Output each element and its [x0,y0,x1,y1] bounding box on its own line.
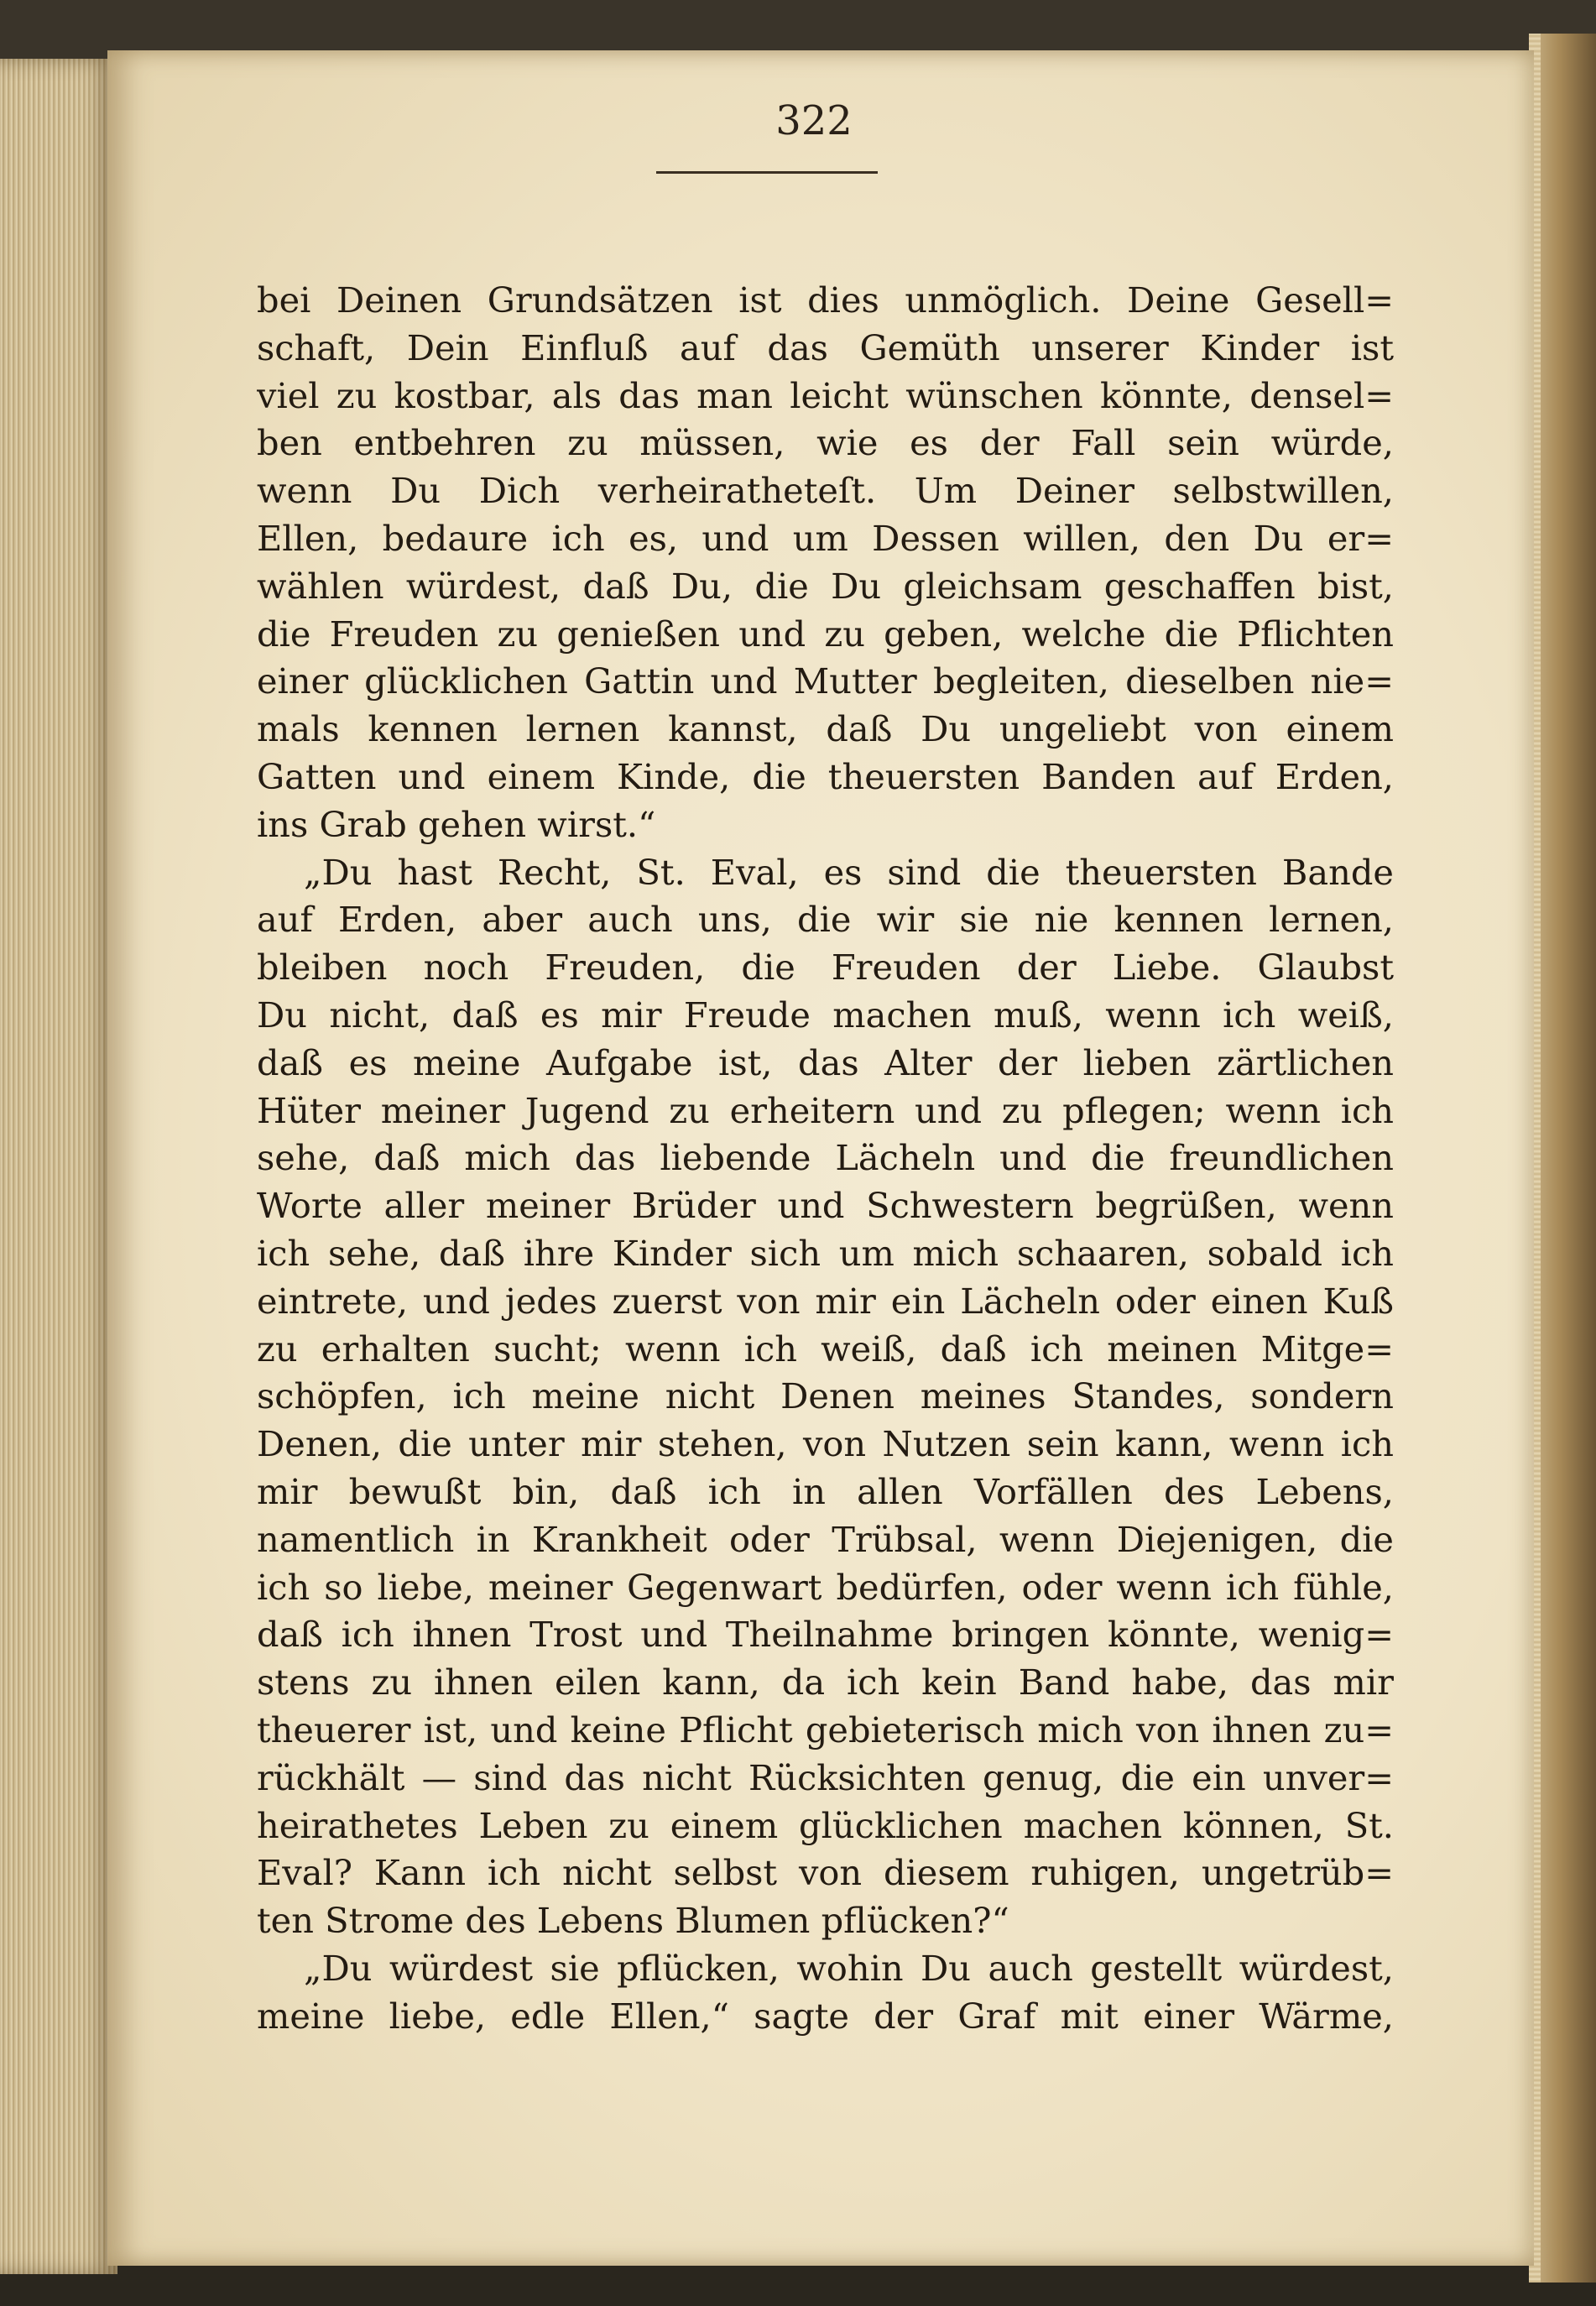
text-line: ins Grab gehen wirst.“ [257,803,656,845]
text-line: namentlich in Krankheit oder Trübsal, wenn Diejenigen, die [257,1518,1394,1560]
text-line: mals kennen lernen kannst, daß Du ungeliebt von einem [257,708,1394,750]
text-line: auf Erden, aber auch uns, die wir sie nie kennen lernen, [257,899,1394,941]
text-line: Denen, die unter mir stehen, von Nutzen sein kann, wenn ich [257,1423,1394,1465]
text-line: ich sehe, daß ihre Kinder sich um mich schaaren, sobald ich [257,1232,1394,1274]
text-line: daß es meine Aufgabe ist, das Alter der lieben zärtlichen [257,1041,1394,1083]
text-line: Ellen, bedaure ich es, und um Dessen willen, den Du er= [257,517,1394,559]
text-line: mir bewußt bin, daß ich in allen Vorfällen des Lebens, [257,1470,1394,1512]
text-line: viel zu kostbar, als das man leicht wünschen könnte, densel= [257,374,1394,416]
text-line: heirathetes Leben zu einem glücklichen machen können, St. [257,1804,1394,1846]
text-line: bleiben noch Freuden, die Freuden der Liebe. Glaubst [257,947,1394,989]
text-line: bei Deinen Grundsätzen ist dies unmöglich. Deine Gesell= [257,279,1394,321]
body-text [257,277,1394,2040]
text-line: „Du würdest sie pflücken, wohin Du auch gestellt würdest, [304,1947,1394,1989]
text-line: ben entbehren zu müssen, wie es der Fall sein würde, [257,422,1394,464]
text-line: schöpfen, ich meine nicht Denen meines Standes, sondern [257,1375,1394,1417]
text-line: eintrete, und jedes zuerst von mir ein Lächeln oder einen Kuß [257,1280,1394,1322]
text-line: theuerer ist, und keine Pflicht gebieterisch mich von ihnen zu= [257,1709,1394,1750]
text-line: Gatten und einem Kinde, die theuersten Banden auf Erden, [257,755,1394,797]
page-number: 322 [775,97,853,144]
text-line: meine liebe, edle Ellen,“ sagte der Graf mit einer Wärme, [257,1995,1394,2037]
text-line: Hüter meiner Jugend zu erheitern und zu pflegen; wenn ich [257,1089,1394,1131]
left-page-edges [0,59,117,2274]
text-line: einer glücklichen Gattin und Mutter begleiten, dieselben nie= [257,660,1394,702]
text-line: zu erhalten sucht; wenn ich weiß, daß ich meinen Mitge= [257,1328,1394,1370]
header-rule [656,171,878,174]
text-line: schaft, Dein Einfluß auf das Gemüth unserer Kinder ist [257,326,1394,368]
text-line: „Du hast Recht, St. Eval, es sind die theuersten Bande [304,851,1394,893]
text-line: rückhält — sind das nicht Rücksichten genug, die ein unver= [257,1756,1394,1798]
text-line: die Freuden zu genießen und zu geben, welche die Pflichten [257,613,1394,655]
text-line: sehe, daß mich das liebende Lächeln und die freundlichen [257,1137,1394,1179]
text-line: wählen würdest, daß Du, die Du gleichsam geschaffen bist, [257,565,1394,607]
page-header [646,97,982,144]
text-line: ich so liebe, meiner Gegenwart bedürfen, oder wenn ich fühle, [257,1566,1394,1608]
text-line: wenn Du Dich verheiratheteſt. Um Deiner selbstwillen, [257,470,1394,512]
right-page-edge [1529,34,1596,2283]
text-line: daß ich ihnen Trost und Theilnahme bringen könnte, wenig= [257,1614,1394,1656]
text-line: Worte aller meiner Brüder und Schwestern begrüßen, wenn [257,1185,1394,1227]
text-line: Du nicht, daß es mir Freude machen muß, wenn ich weiß, [257,994,1394,1036]
text-line: ten Strome des Lebens Blumen pflücken?“ [257,1900,1009,1942]
text-line: Eval? Kann ich nicht selbst von diesem ruhigen, ungetrüb= [257,1852,1394,1894]
text-line: stens zu ihnen eilen kann, da ich kein Band habe, das mir [257,1662,1394,1703]
